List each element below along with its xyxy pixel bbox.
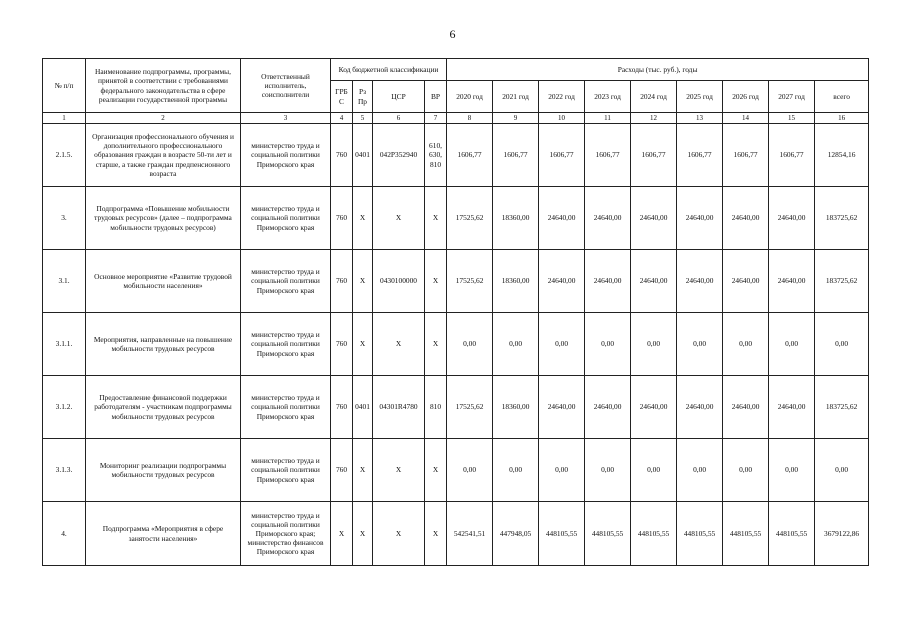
row-year-value: 0,00 [585, 313, 631, 376]
row-num: 3.1. [43, 250, 86, 313]
column-number: 14 [723, 113, 769, 124]
row-rzpr: 0401 [353, 124, 373, 187]
row-year-value: 24640,00 [539, 250, 585, 313]
row-year-value: 24640,00 [539, 376, 585, 439]
column-number: 10 [539, 113, 585, 124]
row-responsible: министерство труда и социальной политики Приморского края [241, 376, 331, 439]
column-number: 16 [815, 113, 869, 124]
row-year-value: 0,00 [539, 439, 585, 502]
row-year-value: 1606,77 [677, 124, 723, 187]
column-number: 12 [631, 113, 677, 124]
row-csr: Х [373, 187, 425, 250]
row-total: 183725,62 [815, 187, 869, 250]
page-number: 6 [449, 27, 456, 41]
row-vr: Х [425, 250, 447, 313]
row-name: Подпрограмма «Повышение мобильности трудовых ресурсов» (далее – подпрограмма мобильности трудовых ресурсов) [86, 187, 241, 250]
column-number: 5 [353, 113, 373, 124]
row-total: 183725,62 [815, 376, 869, 439]
row-responsible: министерство труда и социальной политики Приморского края [241, 439, 331, 502]
row-total: 0,00 [815, 439, 869, 502]
header-year: 2023 год [585, 81, 631, 113]
row-grbs: 760 [331, 124, 353, 187]
column-number: 1 [43, 113, 86, 124]
header-expenses: Расходы (тыс. руб.), годы [447, 59, 869, 81]
row-year-value: 24640,00 [769, 376, 815, 439]
row-csr: Х [373, 439, 425, 502]
row-year-value: 1606,77 [631, 124, 677, 187]
row-rzpr: Х [353, 502, 373, 566]
row-responsible: министерство труда и социальной политики Приморского края [241, 124, 331, 187]
row-year-value: 0,00 [447, 313, 493, 376]
row-responsible: министерство труда и социальной политики Приморского края [241, 313, 331, 376]
row-year-value: 0,00 [769, 313, 815, 376]
row-year-value: 24640,00 [539, 187, 585, 250]
row-year-value: 24640,00 [769, 250, 815, 313]
row-year-value: 24640,00 [677, 187, 723, 250]
row-grbs: Х [331, 502, 353, 566]
column-number: 15 [769, 113, 815, 124]
row-year-value: 24640,00 [631, 250, 677, 313]
row-year-value: 17525,62 [447, 376, 493, 439]
row-csr: 042P352940 [373, 124, 425, 187]
row-rzpr: 0401 [353, 376, 373, 439]
header-year: 2024 год [631, 81, 677, 113]
header-year: 2021 год [493, 81, 539, 113]
header-year: 2020 год [447, 81, 493, 113]
row-grbs: 760 [331, 439, 353, 502]
row-year-value: 24640,00 [677, 250, 723, 313]
row-total: 3679122,86 [815, 502, 869, 566]
row-year-value: 1606,77 [447, 124, 493, 187]
column-number: 6 [373, 113, 425, 124]
row-name: Мониторинг реализации подпрограммы мобильности трудовых ресурсов [86, 439, 241, 502]
row-year-value: 0,00 [539, 313, 585, 376]
row-vr: Х [425, 187, 447, 250]
row-year-value: 448105,55 [539, 502, 585, 566]
row-num: 3.1.2. [43, 376, 86, 439]
row-year-value: 448105,55 [677, 502, 723, 566]
header-year: 2026 год [723, 81, 769, 113]
row-year-value: 24640,00 [585, 187, 631, 250]
row-year-value: 0,00 [677, 439, 723, 502]
row-year-value: 1606,77 [585, 124, 631, 187]
row-vr: 810 [425, 376, 447, 439]
row-year-value: 1606,77 [539, 124, 585, 187]
row-year-value: 0,00 [723, 439, 769, 502]
row-rzpr: Х [353, 187, 373, 250]
row-year-value: 448105,55 [723, 502, 769, 566]
column-number: 11 [585, 113, 631, 124]
row-year-value: 447948,05 [493, 502, 539, 566]
row-rzpr: Х [353, 250, 373, 313]
table-row [43, 124, 869, 187]
header-responsible: Ответственный исполнитель, соисполнители [241, 59, 331, 113]
table-row [43, 376, 869, 439]
row-total: 183725,62 [815, 250, 869, 313]
row-year-value: 24640,00 [723, 376, 769, 439]
row-year-value: 0,00 [677, 313, 723, 376]
row-year-value: 24640,00 [723, 250, 769, 313]
row-year-value: 24640,00 [585, 250, 631, 313]
table-row [43, 502, 869, 566]
row-vr: Х [425, 313, 447, 376]
row-year-value: 24640,00 [769, 187, 815, 250]
row-year-value: 542541,51 [447, 502, 493, 566]
row-grbs: 760 [331, 187, 353, 250]
row-grbs: 760 [331, 376, 353, 439]
column-number: 4 [331, 113, 353, 124]
table-row [43, 187, 869, 250]
header-row-1 [43, 59, 869, 81]
row-csr: Х [373, 502, 425, 566]
row-responsible: министерство труда и социальной политики Приморского края; министерство финансов Приморского края [241, 502, 331, 566]
row-year-value: 448105,55 [769, 502, 815, 566]
row-year-value: 17525,62 [447, 250, 493, 313]
header-budget-code: Код бюджетной классификации [331, 59, 447, 81]
row-vr: Х [425, 439, 447, 502]
row-csr: 04301R4780 [373, 376, 425, 439]
table-row [43, 313, 869, 376]
row-name: Основное мероприятие «Развитие трудовой мобильности населения» [86, 250, 241, 313]
row-grbs: 760 [331, 313, 353, 376]
row-year-value: 448105,55 [631, 502, 677, 566]
row-total: 12854,16 [815, 124, 869, 187]
row-year-value: 1606,77 [723, 124, 769, 187]
row-vr: Х [425, 502, 447, 566]
row-year-value: 0,00 [447, 439, 493, 502]
row-year-value: 18360,00 [493, 187, 539, 250]
header-year: 2022 год [539, 81, 585, 113]
row-year-value: 24640,00 [677, 376, 723, 439]
row-year-value: 18360,00 [493, 250, 539, 313]
header-rzpr: Рз Пр [353, 81, 373, 113]
row-rzpr: Х [353, 439, 373, 502]
table-row [43, 439, 869, 502]
row-year-value: 1606,77 [493, 124, 539, 187]
row-year-value: 1606,77 [769, 124, 815, 187]
column-number: 7 [425, 113, 447, 124]
header-vr: ВР [425, 81, 447, 113]
row-year-value: 448105,55 [585, 502, 631, 566]
header-grbs: ГРБС [331, 81, 353, 113]
budget-table [42, 58, 869, 566]
row-year-value: 18360,00 [493, 376, 539, 439]
row-year-value: 0,00 [493, 439, 539, 502]
row-year-value: 0,00 [631, 439, 677, 502]
row-year-value: 24640,00 [631, 376, 677, 439]
row-name: Организация профессионального обучения и дополнительного профессионального образования граждан в возрасте 50-ти лет и старше, а также граждан предпенсионного возраста [86, 124, 241, 187]
header-year: 2025 год [677, 81, 723, 113]
column-number: 2 [86, 113, 241, 124]
row-grbs: 760 [331, 250, 353, 313]
table-row [43, 250, 869, 313]
row-num: 3.1.3. [43, 439, 86, 502]
row-year-value: 17525,62 [447, 187, 493, 250]
row-year-value: 0,00 [631, 313, 677, 376]
row-num: 4. [43, 502, 86, 566]
column-number: 3 [241, 113, 331, 124]
row-year-value: 24640,00 [723, 187, 769, 250]
row-responsible: министерство труда и социальной политики Приморского края [241, 250, 331, 313]
row-year-value: 0,00 [585, 439, 631, 502]
row-year-value: 0,00 [769, 439, 815, 502]
row-year-value: 0,00 [723, 313, 769, 376]
row-num: 2.1.5. [43, 124, 86, 187]
column-number-row [43, 113, 869, 124]
row-num: 3. [43, 187, 86, 250]
row-year-value: 24640,00 [631, 187, 677, 250]
header-total: всего [815, 81, 869, 113]
row-name: Предоставление финансовой поддержки работодателям - участникам подпрограммы мобильности трудовых ресурсов [86, 376, 241, 439]
row-csr: 0430100000 [373, 250, 425, 313]
header-name: Наименование подпрограммы, программы, принятой в соответствии с требованиями федерального законодательства в сфере реализации государственной программы [86, 59, 241, 113]
column-number: 9 [493, 113, 539, 124]
column-number: 8 [447, 113, 493, 124]
row-responsible: министерство труда и социальной политики Приморского края [241, 187, 331, 250]
row-name: Мероприятия, направленные на повышение мобильности трудовых ресурсов [86, 313, 241, 376]
row-csr: Х [373, 313, 425, 376]
row-total: 0,00 [815, 313, 869, 376]
row-num: 3.1.1. [43, 313, 86, 376]
column-number: 13 [677, 113, 723, 124]
row-vr: 610, 630, 810 [425, 124, 447, 187]
row-rzpr: Х [353, 313, 373, 376]
header-num: № п/п [43, 59, 86, 113]
row-year-value: 24640,00 [585, 376, 631, 439]
header-year: 2027 год [769, 81, 815, 113]
table-body [43, 113, 869, 566]
header-csr: ЦСР [373, 81, 425, 113]
row-year-value: 0,00 [493, 313, 539, 376]
row-name: Подпрограмма «Мероприятия в сфере занятости населения» [86, 502, 241, 566]
